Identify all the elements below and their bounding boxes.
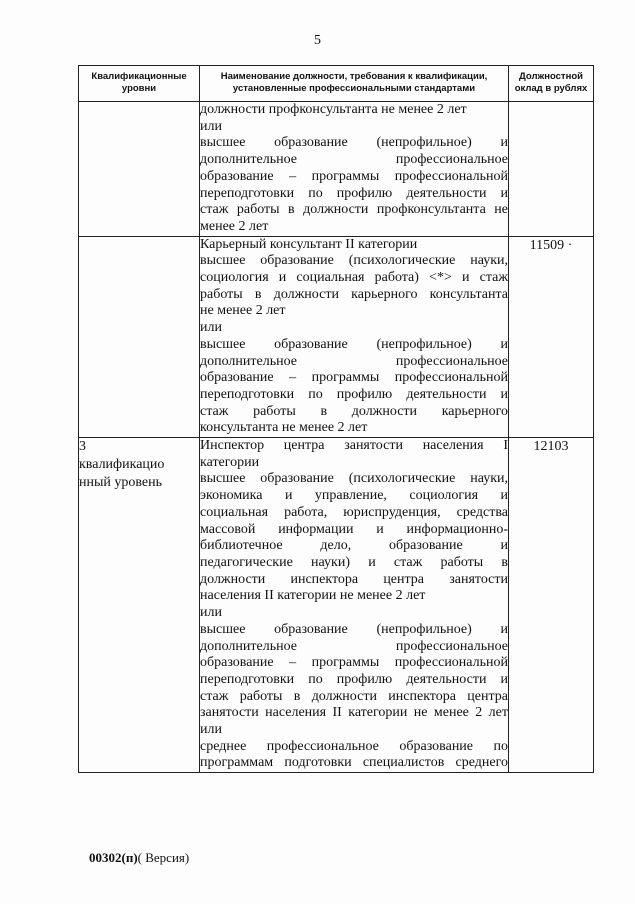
page-number: 5 <box>314 33 321 48</box>
requirement-text-line: переподготовки по профилю деятельности и <box>200 386 508 402</box>
salary-cell: 12103 <box>509 438 594 773</box>
requirement-text-line: населения II категории не менее 2 лет <box>200 588 426 604</box>
requirement-text-line: консультанта не менее 2 лет <box>200 420 368 436</box>
position-requirements-cell <box>200 102 509 237</box>
requirement-text-line: высшее образование (психологические науки, <box>200 471 508 487</box>
requirement-text-line: среднее профессиональное образование по <box>200 738 508 754</box>
requirement-text-line: или <box>200 722 222 738</box>
header-position-requirements: Наименование должности, требования к квалификации, установленные профессиональными стандартами <box>200 66 509 102</box>
qualification-level-cell <box>79 102 200 237</box>
requirement-text-line: образование – программы профессиональной <box>200 370 508 386</box>
requirement-text-line: высшее образование (непрофильное) и <box>200 336 508 352</box>
header-salary: Должностной оклад в рублях <box>509 66 594 102</box>
requirement-text-line: дополнительное профессиональное <box>200 353 508 369</box>
table-row <box>79 102 594 237</box>
table-header-row <box>79 66 594 102</box>
requirement-text-line: программам подготовки специалистов среднего <box>200 755 508 771</box>
position-requirements-cell <box>200 438 509 773</box>
requirement-text-line: высшее образование (психологические науки, <box>200 253 508 269</box>
requirement-text-line: дополнительное профессиональное <box>200 152 508 168</box>
requirement-text-line: Инспектор центра занятости населения I <box>200 438 508 454</box>
requirement-text-line: Карьерный консультант II категории <box>200 236 418 252</box>
document-version-label: ( Версия) <box>137 850 190 865</box>
requirement-text-line: стаж работы в должности карьерного <box>200 403 508 419</box>
requirement-text-line: не менее 2 лет <box>200 303 286 319</box>
requirement-text-line: должности профконсультанта не менее 2 лет <box>200 102 467 117</box>
salary-cell <box>509 102 594 237</box>
salary-cell: 11509 · <box>509 236 594 437</box>
requirement-text-line: менее 2 лет <box>200 218 269 234</box>
requirement-text-line: или <box>200 605 222 621</box>
requirement-text-line: высшее образование (непрофильное) и <box>200 621 508 637</box>
document-code <box>89 850 189 866</box>
requirement-text-line: категории <box>200 454 260 470</box>
requirement-text-line: экономика и управление, социология и <box>200 488 508 504</box>
header-qualification-levels: Квалификационные уровни <box>79 66 200 102</box>
requirement-text-line: образование – программы профессиональной <box>200 168 508 184</box>
requirement-text-line: социальная работа, юриспруденция, средства <box>200 504 508 520</box>
requirement-text-line: социология и социальная работа) <*> и стаж <box>200 270 508 286</box>
qualification-level-line: нный уровень <box>79 475 163 491</box>
requirement-text-line: педагогические науки) и стаж работы в <box>200 554 508 570</box>
requirement-text-line: стаж работы в должности инспектора центра <box>200 688 508 704</box>
table-row <box>79 438 594 773</box>
requirement-text-line: должности инспектора центра занятости <box>200 571 508 587</box>
requirement-text-line: или <box>200 118 222 134</box>
requirement-text-line: переподготовки по профилю деятельности и <box>200 671 508 687</box>
requirement-text-line: работы в должности карьерного консультанта <box>200 286 508 302</box>
table-row <box>79 236 594 437</box>
qualification-level-line: квалификацио <box>79 457 165 473</box>
qualification-table <box>78 65 594 773</box>
requirement-text-line: массовой информации и информационно- <box>200 521 508 537</box>
position-requirements-cell <box>200 236 509 437</box>
qualification-level-cell <box>79 438 200 773</box>
requirement-text-line: высшее образование (непрофильное) и <box>200 135 508 151</box>
requirement-text-line: образование – программы профессиональной <box>200 655 508 671</box>
document-code-number: 00302(п) <box>89 850 138 865</box>
requirement-text-line: библиотечное дело, образование и <box>200 538 508 554</box>
qualification-level-line: 3 <box>79 439 86 455</box>
requirement-text-line: занятости населения II категории не менее 2 лет <box>200 705 508 721</box>
requirement-text-line: стаж работы в должности профконсультанта не <box>200 202 508 218</box>
requirement-text-line: переподготовки по профилю деятельности и <box>200 185 508 201</box>
requirement-text-line: или <box>200 320 222 336</box>
qualification-level-cell <box>79 236 200 437</box>
requirement-text-line: дополнительное профессиональное <box>200 638 508 654</box>
